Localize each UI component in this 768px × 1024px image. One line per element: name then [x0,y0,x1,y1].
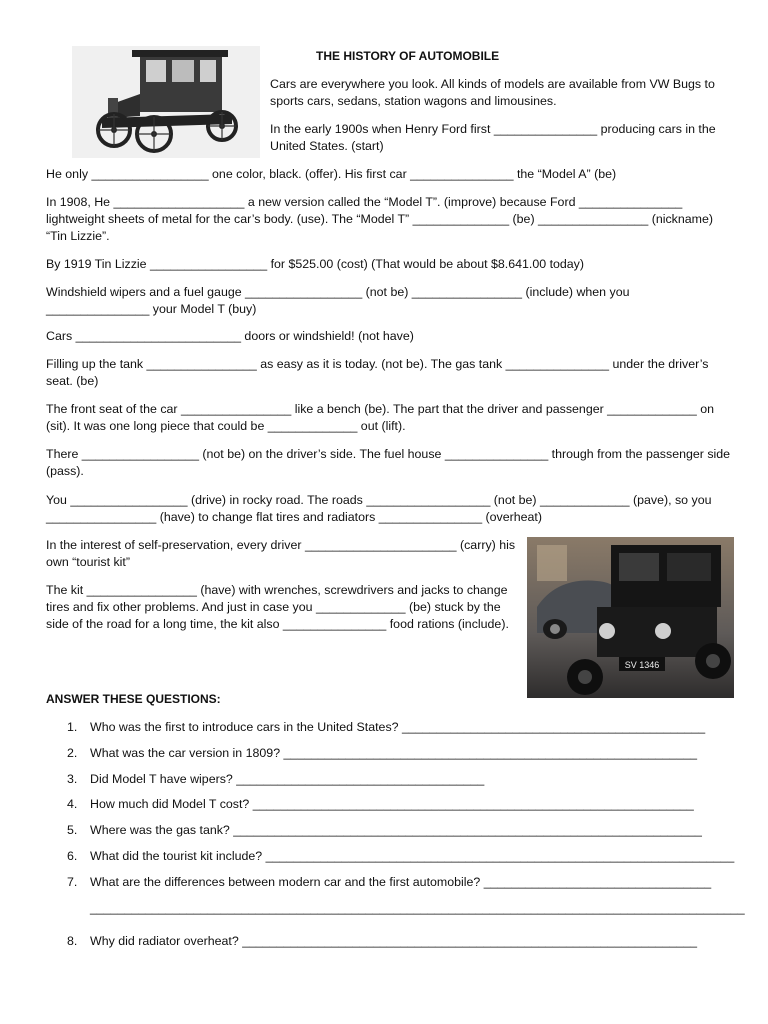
paragraph-rocky-road: You _________________ (drive) in rocky road. The roads __________________ (not be) _____________ (pave), so you ________________ (have) to change flat tires and radiators _______________ (overheat) [46,493,712,524]
paragraph-1919: By 1919 Tin Lizzie _________________ for $525.00 (cost) (That would be about $8.641.00 today) [46,257,585,271]
question-item [46,874,745,917]
paragraph-front-seat: The front seat of the car ________________ like a bench (be). The part that the driver and passenger _____________ on (sit). It was one long piece that could be _____________ out (lift). [46,402,714,433]
worksheet-title: THE HISTORY OF AUTOMOBILE [316,49,500,63]
questions-heading: ANSWER THESE QUESTIONS: [46,692,221,706]
license-plate-text: SV 1346 [624,660,660,670]
questions-list [46,719,745,959]
paragraph-1908: In 1908, He ___________________ a new version called the “Model T”. (improve) because Ford _______________ lightweight sheets of metal for the car’s body. (use). The “Model T” ______________ (be) ________________ (nickname) “Tin Lizzie”. [46,195,713,243]
paragraph-intro: Cars are everywhere you look. All kinds of models are available from VW Bugs to sports cars, sedans, station wagons and limousines. [270,77,715,108]
question-text: Where was the gas tank? ____________________________________________________________________ [90,823,702,838]
answer-line: _______________________________________________________________________________________________ [90,900,745,915]
question-number: 6. [67,848,78,863]
question-item [46,771,736,788]
paragraph-one-color: He only _________________ one color, black. (offer). His first car _______________ the “Model A” (be) [46,167,617,181]
question-number: 2. [67,745,78,760]
question-item [46,933,736,950]
question-text: Did Model T have wipers? ____________________________________ [90,771,485,786]
question-number: 3. [67,771,78,786]
question-number: 5. [67,823,78,838]
question-text: How much did Model T cost? ________________________________________________________________ [90,797,694,812]
paragraph-kit: The kit ________________ (have) with wrenches, screwdrivers and jacks to change tires and fix other problems. And just in case you _____________ (be) stuck by the side of the road for a long time, the kit also _______________ food rations (include). [46,583,509,631]
paragraph-wipers: Windshield wipers and a fuel gauge _________________ (not be) ________________ (include) when you _______________ your Model T (buy) [46,285,630,316]
question-item [46,822,736,839]
question-item [46,848,736,865]
paragraph-doors: Cars ________________________ doors or windshield! (not have) [46,329,414,343]
question-item [46,719,736,736]
question-number: 8. [67,933,78,948]
paragraph-early-1900s: In the early 1900s when Henry Ford first _______________ producing cars in the United States. (start) [270,122,716,153]
question-text: Who was the first to introduce cars in the United States? ____________________________________________ [90,720,706,734]
question-number: 4. [67,797,78,812]
question-item [46,796,736,813]
question-number: 1. [67,720,78,734]
question-item [46,745,736,762]
museum-cars-photo [527,537,734,698]
paragraph-tourist-kit: In the interest of self-preservation, every driver ______________________ (carry) his own “tourist kit” [46,538,516,569]
question-text: What are the differences between modern car and the first automobile? _________________________________ [90,874,712,889]
question-text: What did the tourist kit include? ____________________________________________________________________ [90,848,735,863]
paragraph-tank: Filling up the tank ________________ as easy as it is today. (not be). The gas tank _______________ under the driver’s seat. (be) [46,357,709,388]
model-t-photo [72,46,260,158]
paragraph-fuel-house: There _________________ (not be) on the driver’s side. The fuel house _______________ through from the passenger side (pass). [46,447,731,478]
question-text: What was the car version in 1809? ____________________________________________________________ [90,745,697,760]
question-number: 7. [67,874,78,889]
question-text: Why did radiator overheat? __________________________________________________________________ [90,933,698,948]
